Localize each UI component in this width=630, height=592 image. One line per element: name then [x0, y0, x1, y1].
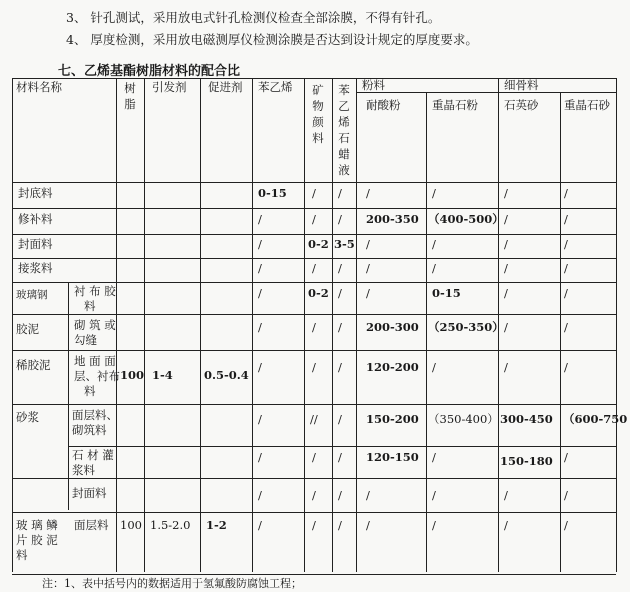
mix-ratio-table	[12, 78, 628, 572]
row-name-repair: 修补料	[18, 212, 53, 226]
row-name-grout: 接浆料	[18, 261, 53, 275]
step-3-text: 3、 针孔测试，采用放电式针孔检测仪检查全部涂膜，不得有针孔。	[66, 10, 441, 25]
cell: （250-350）	[428, 320, 504, 334]
cell: /	[366, 261, 370, 275]
cell: /	[312, 488, 316, 502]
cell: /	[258, 412, 262, 426]
cell: /	[258, 450, 262, 464]
cell: /	[432, 261, 436, 275]
cell: /	[312, 186, 316, 200]
cell: /	[312, 518, 316, 532]
row-sub-frp: 衬 布 胶 料	[74, 284, 116, 313]
cell: /	[432, 186, 436, 200]
header-styrene: 苯乙烯	[258, 80, 293, 94]
cell: /	[338, 450, 342, 464]
cell: /	[338, 360, 342, 374]
merged-initiator: 1-4	[152, 368, 173, 382]
cell: /	[258, 237, 262, 251]
cell: /	[504, 360, 508, 374]
cell: 0-15	[432, 286, 461, 300]
row-name-thin-mortar: 稀胶泥	[16, 358, 51, 372]
cell: /	[504, 237, 508, 251]
cell: /	[258, 212, 262, 226]
header-accelerator: 促进剂	[208, 80, 243, 94]
cell: /	[366, 286, 370, 300]
cell: /	[258, 518, 262, 532]
header-acid-powder: 耐酸粉	[366, 98, 401, 112]
cell: /	[504, 286, 508, 300]
cell: （350-400）	[428, 412, 499, 426]
cell: /	[338, 212, 342, 226]
cell: /	[258, 360, 262, 374]
cell: 150-200	[366, 412, 419, 426]
cell: /	[432, 450, 436, 464]
cell: /	[564, 518, 568, 532]
row-sub-thin-mortar: 地 面 面 层、衬布 料	[74, 354, 120, 398]
header-initiator: 引发剂	[152, 80, 187, 94]
cell: /	[504, 261, 508, 275]
cell: /	[564, 360, 568, 374]
row-name-seal-base: 封底料	[18, 186, 53, 200]
cell: 1-2	[206, 518, 227, 532]
header-powder: 粉料	[362, 78, 385, 92]
cell: //	[310, 412, 318, 426]
header-resin: 树 脂	[124, 81, 136, 111]
cell: /	[564, 488, 568, 502]
header-styrene-paraffin: 苯 乙 烯 石 蜡 液	[338, 83, 350, 177]
cell: /	[504, 186, 508, 200]
merged-resin: 100	[120, 368, 145, 382]
cell: 120-200	[366, 360, 419, 374]
cell: /	[338, 186, 342, 200]
cell: 150-180	[500, 454, 553, 468]
cell: 0-15	[258, 186, 287, 200]
cell: /	[564, 212, 568, 226]
cell: /	[504, 518, 508, 532]
cell: /	[564, 186, 568, 200]
row-name-mortar: 胶泥	[16, 322, 39, 336]
cell: /	[564, 450, 568, 464]
row-sub-sand-mortar-3: 封面料	[72, 486, 107, 500]
cell: /	[312, 320, 316, 334]
cell: /	[338, 320, 342, 334]
cell: 1.5-2.0	[150, 518, 191, 532]
cell: /	[504, 320, 508, 334]
cell: /	[564, 237, 568, 251]
row-name-glass-flake: 玻 璃 鳞 片 胶 泥 料	[16, 518, 58, 562]
cell: /	[258, 286, 262, 300]
header-material: 材料名称	[16, 80, 62, 94]
cell: /	[432, 237, 436, 251]
cell: /	[338, 488, 342, 502]
cell: /	[366, 186, 370, 200]
footnote: 注：1、表中括号内的数据适用于氢氟酸防腐蚀工程；	[42, 577, 302, 590]
row-sub-sand-mortar-1: 面层料、 砌筑料	[72, 408, 118, 437]
cell: （600-750	[563, 412, 628, 426]
cell: 100	[120, 518, 142, 532]
cell: /	[366, 518, 370, 532]
cell: /	[258, 261, 262, 275]
cell: /	[504, 488, 508, 502]
cell: /	[312, 450, 316, 464]
cell: 200-300	[366, 320, 419, 334]
cell: /	[312, 212, 316, 226]
cell: （400-500）	[428, 212, 504, 226]
cell: /	[312, 261, 316, 275]
cell: /	[338, 518, 342, 532]
cell: /	[338, 412, 342, 426]
row-sub-mortar: 砌 筑 或 勾缝	[74, 318, 116, 347]
cell: /	[366, 488, 370, 502]
section-title: 七、乙烯基酯树脂材料的配合比	[58, 64, 241, 79]
cell: /	[504, 212, 508, 226]
cell: /	[312, 360, 316, 374]
cell: 0-2	[308, 286, 329, 300]
cell: 120-150	[366, 450, 419, 464]
row-name-seal-face: 封面料	[18, 237, 53, 251]
cell: /	[258, 320, 262, 334]
cell: /	[564, 286, 568, 300]
header-fine-aggregate: 细骨料	[504, 78, 539, 92]
merged-accelerator: 0.5-0.4	[204, 368, 249, 382]
header-barite-sand: 重晶石砂	[564, 98, 610, 112]
cell: /	[338, 286, 342, 300]
row-sub-glass-flake: 面层料	[74, 518, 109, 532]
cell: 200-350	[366, 212, 419, 226]
cell: /	[432, 488, 436, 502]
row-name-sand-mortar: 砂浆	[16, 410, 39, 424]
header-quartz-sand: 石英砂	[504, 98, 539, 112]
cell: 300-450	[500, 412, 553, 426]
cell: /	[338, 261, 342, 275]
cell: /	[366, 237, 370, 251]
step-4-text: 4、 厚度检测，采用放电磁测厚仪检测涂膜是否达到设计规定的厚度要求。	[66, 32, 478, 47]
cell: /	[432, 360, 436, 374]
cell: 3-5	[334, 237, 355, 251]
cell: /	[564, 320, 568, 334]
cell: /	[564, 261, 568, 275]
header-barite-powder: 重晶石粉	[432, 98, 478, 112]
row-sub-sand-mortar-2: 石 材 灌 浆料	[72, 448, 114, 477]
cell: 0-2	[308, 237, 329, 251]
header-mineral-pigment: 矿 物 颜 料	[312, 83, 324, 145]
row-name-frp: 玻璃钢	[16, 289, 48, 301]
cell: /	[432, 518, 436, 532]
cell: /	[258, 488, 262, 502]
